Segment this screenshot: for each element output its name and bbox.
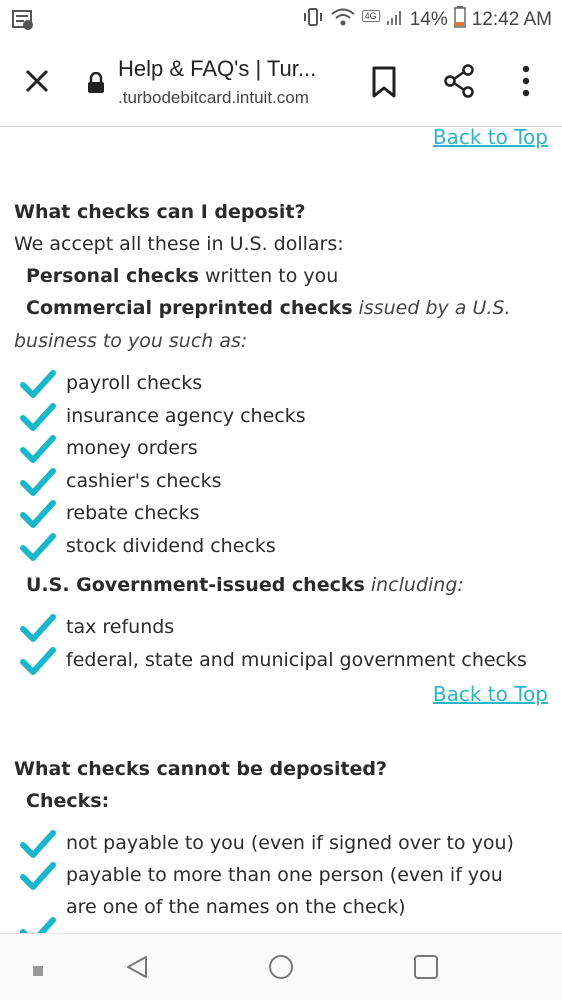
checkmark-icon — [20, 500, 56, 530]
network-badge: 4G — [362, 10, 380, 22]
list-item: tax refunds — [66, 616, 175, 638]
back-to-top-link[interactable]: Back to Top — [432, 127, 548, 149]
commercial-checks-line: Commercial preprinted checks issued by a U.S. — [26, 297, 511, 319]
clock: 12:42 AM — [471, 9, 552, 30]
nav-dot-icon — [32, 962, 44, 981]
network-icon — [12, 9, 34, 35]
page-url[interactable]: .turbodebitcard.intuit.com — [118, 88, 309, 107]
checkmark-icon — [20, 533, 56, 563]
checkmark-icon — [20, 830, 56, 860]
government-checks-line: U.S. Government-issued checks including: — [26, 574, 464, 596]
nav-home-icon[interactable] — [268, 954, 294, 984]
checkmark-icon — [20, 468, 56, 498]
list-item: not payable to you (even if signed over to you) — [66, 832, 514, 854]
page-title: Help & FAQ's | Tur... — [118, 56, 317, 81]
share-icon[interactable] — [443, 64, 475, 102]
wifi-icon — [330, 7, 356, 33]
list-item: payable to more than one person (even if you — [66, 864, 503, 886]
list-item: rebate checks — [66, 502, 200, 525]
section-heading-cannot-deposit: What checks cannot be deposited? — [14, 758, 388, 780]
close-icon[interactable] — [22, 66, 52, 100]
lock-icon — [86, 72, 106, 98]
nav-recents-icon[interactable] — [413, 954, 439, 984]
checkmark-icon — [20, 403, 56, 433]
vibrate-icon — [302, 7, 324, 33]
nav-back-icon[interactable] — [124, 954, 150, 984]
commercial-checks-line-2: business to you such as: — [14, 330, 248, 352]
checkmark-icon — [20, 370, 56, 400]
browser-toolbar — [0, 38, 562, 127]
list-item: are one of the names on the check) — [66, 896, 406, 918]
checks-subheading: Checks: — [26, 790, 110, 812]
list-item: federal, state and municipal government checks — [66, 649, 527, 671]
system-nav-bar — [0, 933, 562, 1000]
checkmark-icon — [20, 917, 56, 933]
list-item: payroll checks — [66, 372, 203, 394]
section-heading-deposit: What checks can I deposit? — [14, 201, 306, 223]
list-item: money orders — [66, 437, 198, 460]
faq-content — [0, 127, 562, 933]
battery-percent: 14% — [409, 9, 448, 30]
list-item: insurance agency checks — [66, 404, 306, 427]
more-vert-icon[interactable] — [520, 64, 532, 102]
bookmark-icon[interactable] — [370, 66, 398, 102]
intro-text: We accept all these in U.S. dollars: — [14, 233, 344, 255]
list-item: cashier's checks — [66, 469, 222, 492]
battery-icon — [454, 6, 466, 34]
checkmark-icon — [20, 435, 56, 465]
checkmark-icon — [20, 614, 56, 644]
back-to-top-link[interactable]: Back to Top — [432, 682, 548, 706]
personal-checks-line: Personal checks written to you — [26, 265, 339, 287]
status-bar — [0, 0, 562, 38]
signal-icon — [386, 8, 404, 32]
checkmark-icon — [20, 647, 56, 677]
list-item: stock dividend checks — [66, 535, 276, 557]
checkmark-icon — [20, 862, 56, 892]
